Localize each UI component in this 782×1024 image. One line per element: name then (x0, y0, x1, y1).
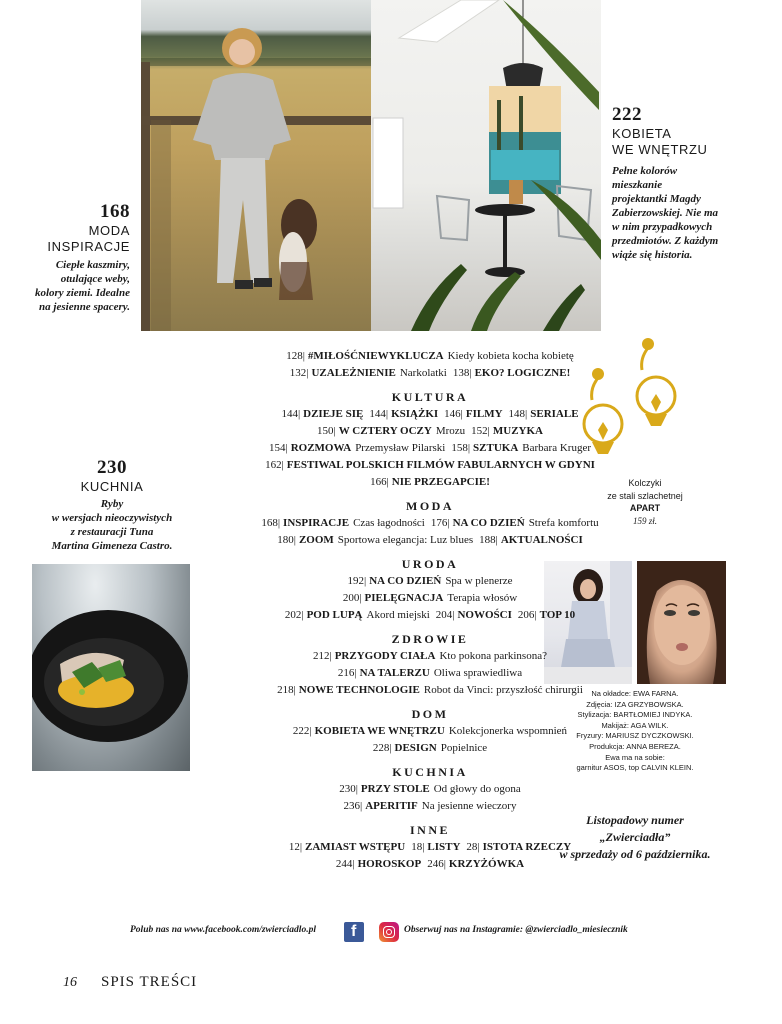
feature-wnetrze-desc (612, 164, 762, 262)
toc-section-heading: INNE (409, 823, 450, 837)
toc-rubric: SZTUKA (473, 442, 519, 454)
toc-rubric: KOBIETA WE WNĘTRZU (314, 725, 445, 737)
toc-page-number: 166| (370, 476, 389, 488)
toc-page-number: 144| (281, 408, 301, 420)
toc-rubric: #MIŁOŚĆNIEWYKLUCZA (307, 350, 444, 362)
instagram-text: Obserwuj nas na Instagramie: @zwierciadlo_miesiecznik (404, 925, 628, 935)
toc-article-title: Robot da Vinci: przyszłość chirurgii (423, 684, 583, 696)
toc-rubric: PRZYGODY CIAŁA (334, 650, 436, 662)
toc-page-number: 154| (268, 442, 288, 454)
toc-entry[interactable] (336, 858, 421, 870)
toc-rubric: EKO? LOGICZNE! (474, 367, 571, 379)
toc-page-number: 192| (347, 575, 367, 587)
toc-rubric: TOP 10 (539, 609, 576, 621)
toc-rubric: NA CO DZIEŃ (369, 575, 442, 587)
toc-line (180, 781, 680, 798)
toc-article-title: Oliwa sprawiedliwa (433, 667, 523, 679)
toc-page-number: 128| (286, 350, 305, 362)
toc-page-number: 146| (444, 408, 463, 420)
toc-article-title: Sportowa elegancja: Luz blues (337, 534, 474, 546)
toc-entry[interactable] (317, 425, 465, 437)
feature-kuchnia[interactable] (22, 457, 202, 553)
toc-section-heading: MODA (406, 499, 454, 513)
toc-rubric: NA CO DZIEŃ (452, 517, 525, 529)
desc-line: w wersjach nieoczywistych (51, 512, 173, 524)
cover-credits (547, 689, 723, 774)
desc-line: kolory ziemi. Idealne (34, 287, 130, 299)
toc-rubric: UZALEŻNIENIE (311, 367, 396, 379)
toc-article-title: Terapia włosów (447, 592, 518, 604)
toc-section-heading: KUCHNIA (392, 765, 468, 779)
toc-article-title: Popielnice (440, 742, 488, 754)
earrings-brand: APART (629, 503, 661, 513)
toc-entry[interactable] (293, 725, 567, 737)
toc-rubric: DESIGN (394, 742, 437, 754)
toc-page-number: 152| (471, 425, 490, 437)
feature-wnetrze-line2: WE WNĘTRZU (612, 142, 708, 157)
desc-line: Zabierzowskiej. Nie ma (612, 207, 719, 219)
desc-line: otulające weby, (60, 273, 130, 285)
toc-page-number: 218| (277, 684, 296, 696)
facebook-link[interactable] (130, 925, 316, 935)
toc-page-number: 212| (313, 650, 332, 662)
toc-page-number: 180| (277, 534, 296, 546)
toc-rubric: ZAMIAST WSTĘPU (305, 841, 406, 853)
toc-entry[interactable] (518, 609, 575, 621)
desc-line: Ciepłe kaszmiry, (55, 259, 130, 271)
toc-line (180, 423, 680, 440)
toc-line (180, 440, 680, 457)
desc-line: mieszkanie (612, 179, 663, 191)
feature-wnetrze[interactable] (612, 104, 762, 262)
feature-moda[interactable] (10, 201, 130, 314)
toc-entry[interactable] (347, 575, 512, 587)
toc-entry[interactable] (369, 408, 438, 420)
toc-line (180, 348, 680, 365)
toc-page-number: 144| (369, 408, 389, 420)
promo-line: „Zwierciadła” (599, 830, 671, 844)
toc-page-number: 28| (466, 841, 480, 853)
toc-page-number: 222| (292, 725, 312, 737)
toc-rubric: ISTOTA RZECZY (482, 841, 572, 853)
toc-article-title: Barbara Kruger (522, 442, 591, 454)
page-number: 16 (63, 975, 77, 990)
feature-kuchnia-line1: KUCHNIA (80, 479, 144, 494)
toc-section-heading: URODA (401, 557, 459, 571)
feature-moda-desc (10, 258, 130, 314)
toc-line (180, 590, 680, 607)
toc-rubric: NA TALERZU (359, 667, 430, 679)
credit-line: Zdjęcia: IZA GRZYBOWSKA. (586, 699, 684, 709)
desc-line: Ryby (100, 498, 124, 510)
toc-entry[interactable] (277, 684, 583, 696)
credit-line: Makijaż: AGA WILK. (601, 720, 669, 730)
toc-article-title: Spa w plenerze (445, 575, 513, 587)
toc-entry[interactable] (373, 742, 487, 754)
toc-page-number: 200| (342, 592, 362, 604)
credit-line: Produkcja: ANNA BEREZA. (589, 741, 681, 751)
toc-rubric: ZOOM (298, 534, 334, 546)
toc-article-title: Mrozu (435, 425, 466, 437)
toc-entry[interactable] (453, 367, 570, 379)
feature-kuchnia-desc (22, 497, 202, 553)
credit-line: Ewa ma na sobie: (605, 752, 665, 762)
fashion-photo (141, 0, 371, 331)
toc-rubric: HOROSKOP (357, 858, 422, 870)
toc-page-number: 132| (289, 367, 309, 379)
toc-entry[interactable] (290, 367, 447, 379)
toc-entry[interactable] (289, 841, 405, 853)
toc-section-heading: ZDROWIE (391, 632, 469, 646)
toc-page-number: 162| (265, 459, 284, 471)
toc-article-title: Kto pokona parkinsona? (439, 650, 547, 662)
toc-line (180, 474, 680, 491)
toc-line (180, 648, 680, 665)
toc-page-number: 236| (343, 800, 363, 812)
feature-moda-page: 168 (100, 201, 130, 222)
desc-line: Martina Gimeneza Castro. (51, 540, 173, 552)
toc-rubric: NOWE TECHNOLOGIE (298, 684, 420, 696)
toc-rubric: ROZMOWA (290, 442, 352, 454)
toc-entry[interactable] (281, 408, 363, 420)
credit-line: Na okładce: EWA FARNA. (591, 689, 679, 698)
toc-page-number: 204| (435, 609, 455, 621)
desc-line: na jesienne spacery. (39, 301, 130, 313)
toc-page-number: 12| (288, 841, 303, 853)
toc-article-title: Kolekcjonerka wspomnień (448, 725, 568, 737)
feature-moda-line1: MODA (88, 223, 130, 238)
toc-rubric: NOWOŚCI (457, 609, 512, 621)
earrings-line1: Kolczyki (628, 478, 662, 488)
toc-article-title: Na jesienne wieczory (421, 800, 517, 812)
toc-entry[interactable] (343, 592, 517, 604)
feature-wnetrze-page: 222 (612, 104, 642, 125)
desc-line: w nim przypadkowych (612, 221, 713, 233)
toc-rubric: NIE PRZEGAPCIE! (391, 476, 490, 488)
toc-page-number: 246| (427, 858, 446, 870)
promo-line: w sprzedaży od 6 października. (559, 847, 711, 861)
toc-entry[interactable] (338, 667, 522, 679)
next-issue-promo (545, 812, 725, 863)
feature-kuchnia-page: 230 (97, 457, 127, 478)
toc-page-number: 230| (339, 783, 358, 795)
toc-section-heading: DOM (411, 707, 449, 721)
toc-rubric: LISTY (427, 841, 461, 853)
toc-entry[interactable] (427, 858, 524, 870)
food-photo (32, 564, 190, 771)
desc-line: projektantki Magdy (612, 193, 701, 205)
toc-line (180, 532, 680, 549)
toc-page-number: 168| (261, 517, 281, 529)
toc-article-title: Strefa komfortu (528, 517, 599, 529)
toc-entry[interactable] (261, 517, 425, 529)
instagram-icon[interactable] (379, 922, 399, 942)
toc-page-number: 158| (451, 442, 471, 454)
toc-page-number: 148| (508, 408, 528, 420)
toc-article-title: Przemysław Pilarski (355, 442, 446, 454)
toc-line (180, 665, 680, 682)
credit-line: garnitur ASOS, top CALVIN KLEIN. (576, 763, 694, 773)
earrings-line2: ze stali szlachetnej (607, 490, 683, 501)
toc-article-title: Akord miejski (366, 609, 430, 621)
feature-moda-line2: INSPIRACJE (47, 239, 130, 254)
toc-entry[interactable] (431, 517, 599, 529)
desc-line: przedmiotów. Z każdym (612, 235, 719, 247)
toc-rubric: DZIEJE SIĘ (303, 408, 364, 420)
toc-rubric: KSIĄŻKI (391, 408, 439, 420)
toc-article-title: Kiedy kobieta kocha kobietę (447, 350, 574, 362)
toc-entry[interactable] (269, 442, 445, 454)
toc-rubric: AKTUALNOŚCI (500, 534, 583, 546)
toc-rubric: KRZYŻÓWKA (448, 858, 525, 870)
toc-rubric: SERIALE (530, 408, 579, 420)
toc-entry[interactable] (286, 350, 574, 362)
toc-entry[interactable] (509, 408, 579, 420)
toc-article-title: Narkolatki (399, 367, 447, 379)
interior-photo (371, 0, 601, 331)
toc-page-number: 150| (317, 425, 336, 437)
toc-page-number: 206| (517, 609, 537, 621)
toc-page-number: 228| (372, 742, 392, 754)
toc-line (180, 573, 680, 590)
toc-rubric: FESTIWAL POLSKICH FILMÓW FABULARNYCH W GDYNI (286, 459, 595, 471)
toc-page-number: 216| (337, 667, 357, 679)
toc-entry[interactable] (411, 841, 460, 853)
toc-entry[interactable] (313, 650, 547, 662)
toc-entry[interactable] (451, 442, 591, 454)
toc-entry[interactable] (265, 459, 595, 471)
toc-rubric: POD LUPĄ (306, 609, 363, 621)
toc-article-title: Czas łagodności (353, 517, 425, 529)
page-title: SPIS TREŚCI (101, 974, 198, 990)
promo-line: Listopadowy numer (586, 813, 684, 827)
toc-article-title: Od głowy do ogona (433, 783, 521, 795)
toc-entry[interactable] (339, 783, 521, 795)
toc-entry[interactable] (370, 476, 490, 488)
toc-entry[interactable] (444, 408, 502, 420)
toc-rubric: PIELĘGNACJA (364, 592, 444, 604)
toc-rubric: PRZY STOLE (360, 783, 430, 795)
toc-page-number: 176| (430, 517, 450, 529)
toc-entry[interactable] (471, 425, 543, 437)
credit-line: Stylizacja: BARTŁOMIEJ INDYKA. (577, 710, 693, 720)
feature-wnetrze-line1: KOBIETA (612, 126, 672, 141)
toc-page-number: 138| (452, 367, 472, 379)
toc-page-number: 18| (411, 841, 425, 853)
toc-rubric: FILMY (465, 408, 503, 420)
instagram-link[interactable] (404, 925, 628, 935)
toc-entry[interactable] (436, 609, 512, 621)
toc-rubric: APERITIF (365, 800, 418, 812)
toc-page-number: 244| (335, 858, 355, 870)
toc-rubric: MUZYKA (492, 425, 543, 437)
toc-line (180, 406, 680, 423)
facebook-text: Polub nas na www.facebook.com/zwierciadlo.pl (130, 925, 316, 935)
toc-line (180, 515, 680, 532)
toc-entry[interactable] (277, 534, 473, 546)
toc-rubric: INSPIRACJE (283, 517, 350, 529)
toc-page-number: 202| (284, 609, 304, 621)
toc-line (180, 365, 680, 382)
toc-entry[interactable] (479, 534, 583, 546)
credit-line: Fryzury: MARIUSZ DYCZKOWSKI. (576, 731, 694, 741)
toc-section-heading: KULTURA (391, 390, 469, 404)
toc-rubric: W CZTERY OCZY (338, 425, 432, 437)
desc-line: z restauracji Tuna (70, 526, 154, 538)
toc-entry[interactable] (285, 609, 430, 621)
toc-line (180, 457, 680, 474)
table-of-contents (180, 348, 680, 873)
desc-line: wiąże się historia. (612, 249, 693, 261)
facebook-icon[interactable]: f (344, 922, 364, 942)
toc-line (180, 607, 680, 624)
toc-page-number: 188| (479, 534, 498, 546)
earrings-price: 159 zł. (632, 515, 657, 526)
desc-line: Pełne kolorów (612, 165, 678, 177)
toc-entry[interactable] (344, 800, 517, 812)
